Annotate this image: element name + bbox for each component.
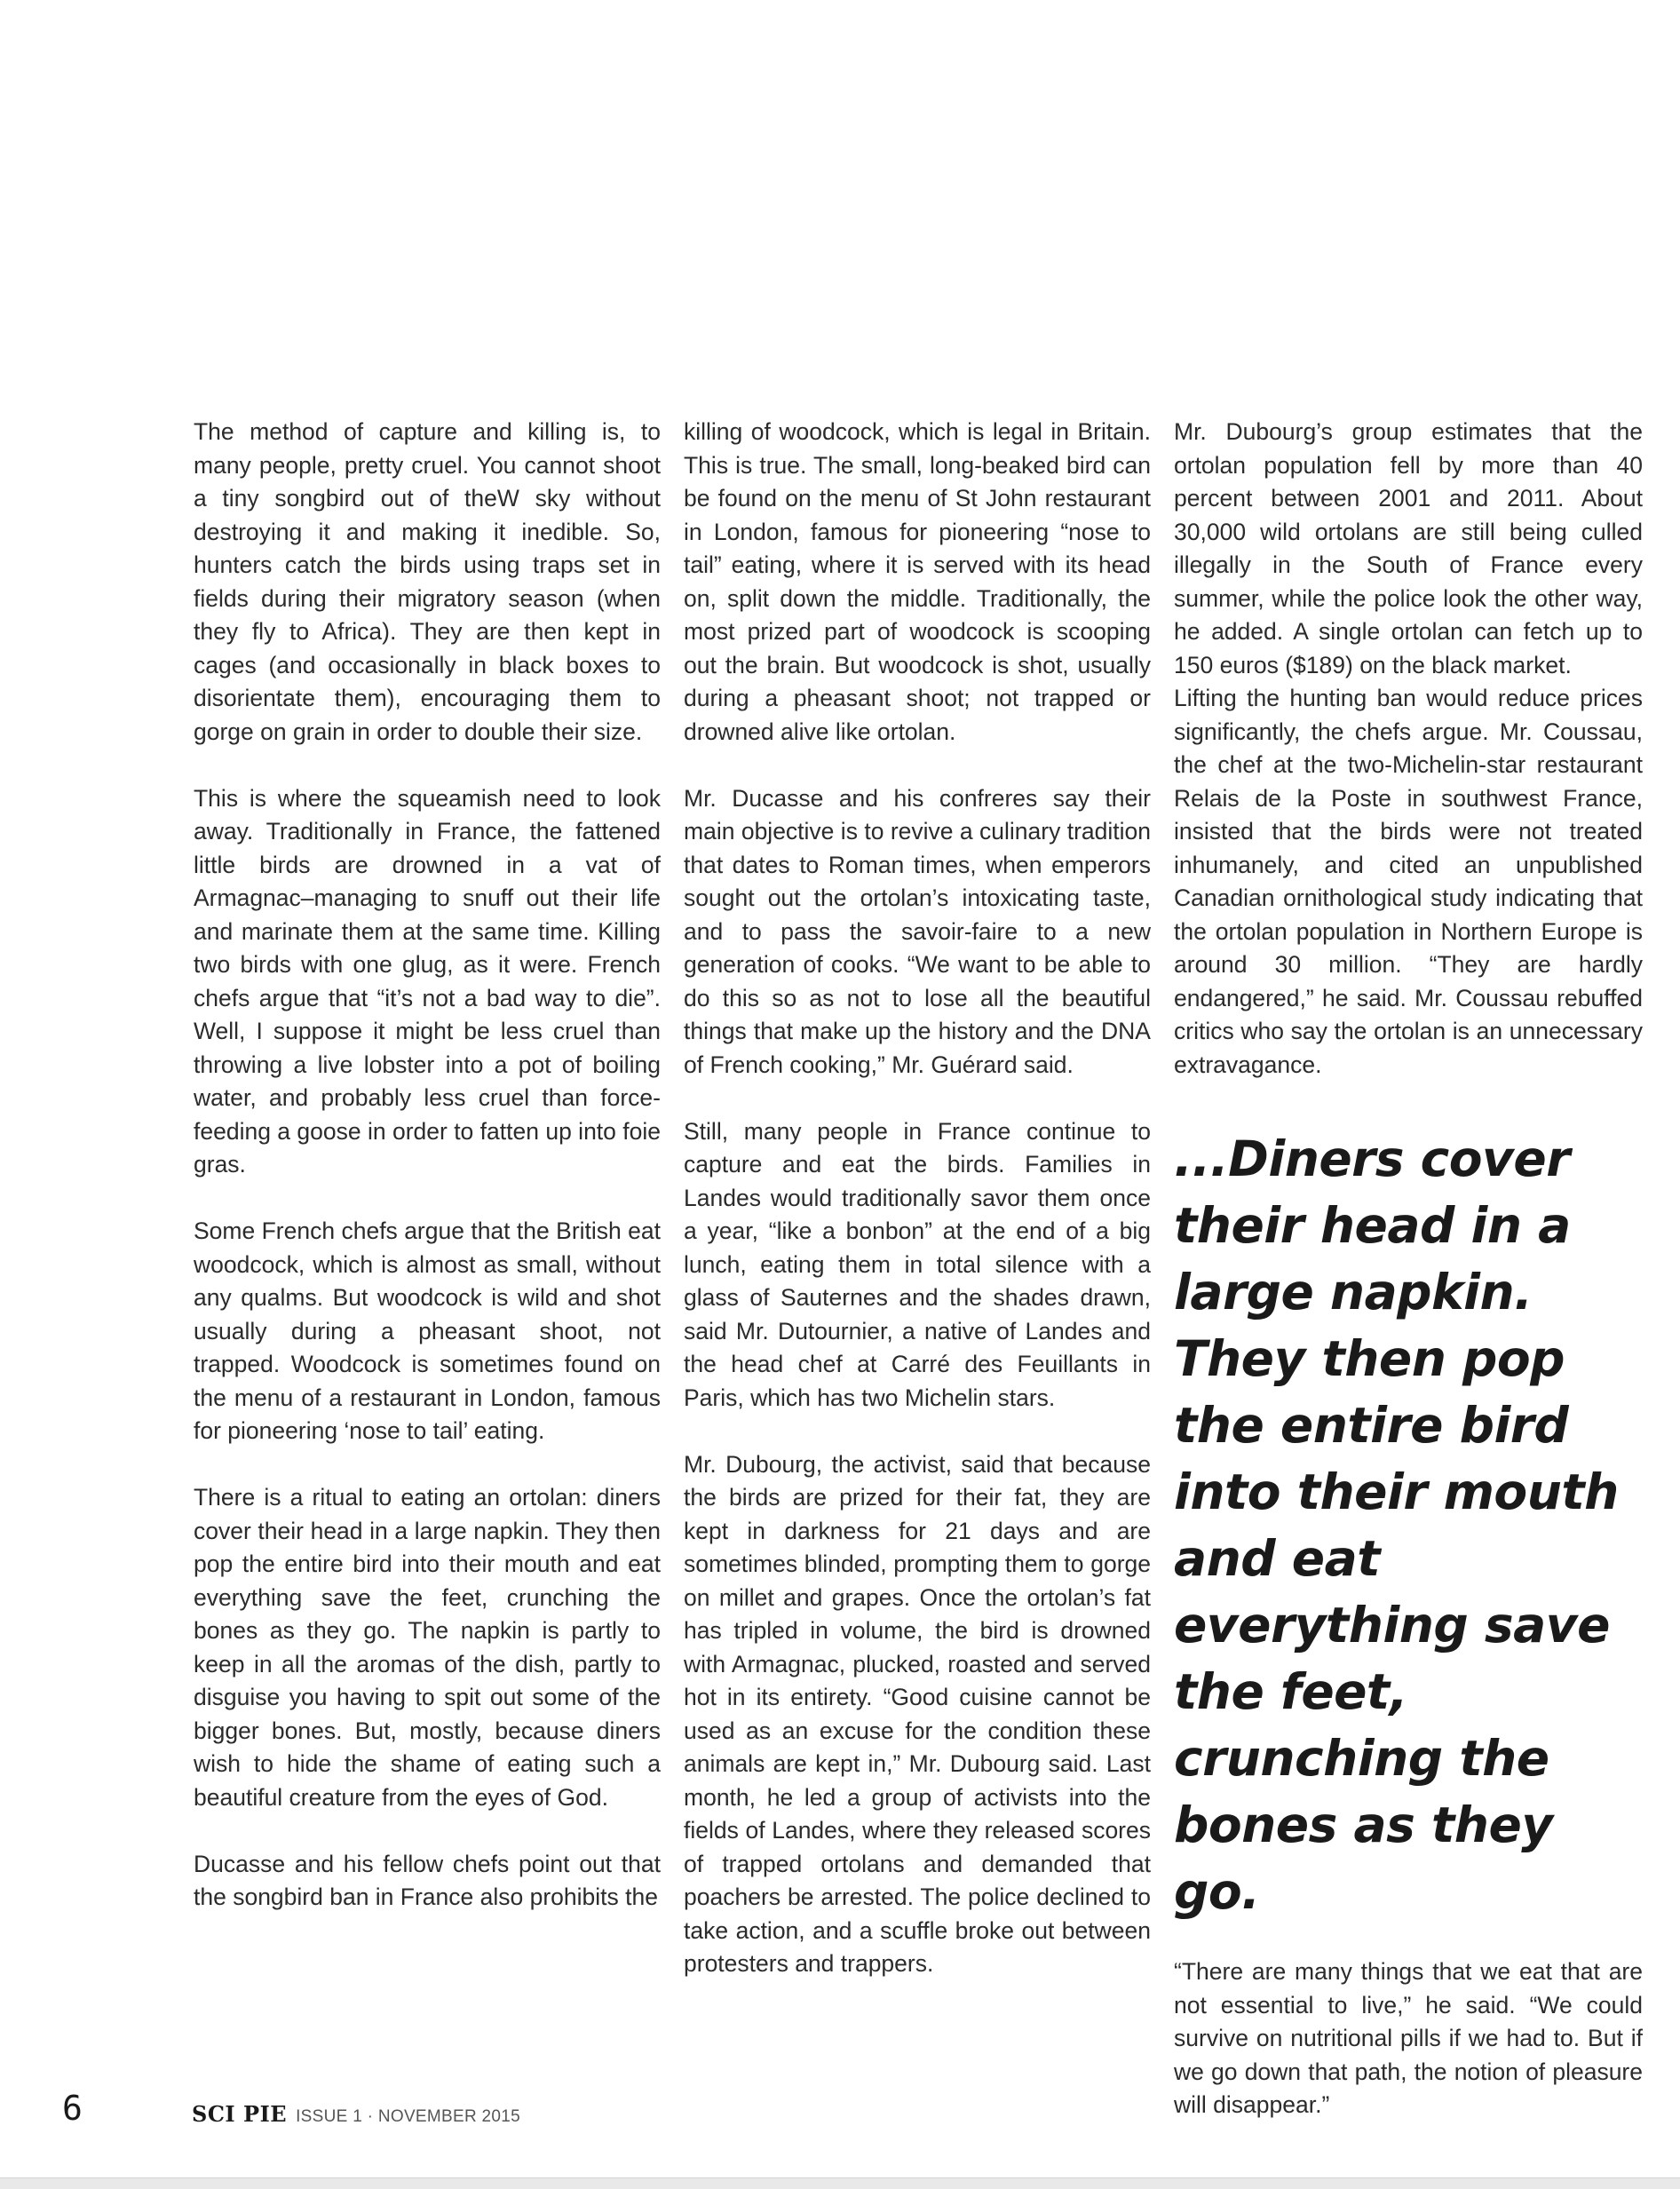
article-paragraph: Some French chefs argue that the British eat woodcock, which is almost as small, without any qualms. But woodcock is wild and shot usually during a pheasant shoot, not trapped. Woodcock is sometimes found on the menu of a restaurant in London, famous for pioneering ‘nose to tail’ eating. — [194, 1217, 661, 1444]
article-column-right — [1174, 416, 1643, 2122]
pull-quote: ...Diners cover their head in a large napkin. They then pop the entire bird into their mouth and eat everything save the feet, crunching the bones as they go. — [1174, 1130, 1619, 1920]
issue-info: ISSUE 1 · NOVEMBER 2015 — [296, 2107, 521, 2126]
article-paragraph: There is a ritual to eating an ortolan: diners cover their head in a large napkin. They then pop the entire bird into their mouth and eat everything save the feet, crunching the bones as they go. The napkin is partly to keep in all the aromas of the dish, partly to disguise you having to spit out some of the bigger bones. But, mostly, because diners wish to hide the shame of eating such a beautiful creature from the eyes of God. — [194, 1484, 661, 1811]
article-paragraph: Still, many people in France continue to capture and eat the birds. Families in Landes would traditionally savor them once a year, “like a bonbon” at the end of a big lunch, eating them in total silence with a glass of Sauternes and the shades drawn, said Mr. Dutournier, a native of Landes and the head chef at Carré des Feuillants in Paris, which has two Michelin stars. — [684, 1117, 1151, 1411]
article-paragraph-closing: “There are many things that we eat that are not essential to live,” he said. “We could survive on nutritional pills if we had to. But if we go down that path, the notion of pleasure will disappear.” — [1174, 1958, 1643, 2118]
article-column-middle — [684, 416, 1151, 1981]
article-paragraph: Ducasse and his fellow chefs point out that the songbird ban in France also prohibits the — [194, 1850, 661, 1910]
article-paragraph: Mr. Dubourg, the activist, said that because the birds are prized for their fat, they are kept in darkness for 21 days and are sometimes blinded, prompting them to gorge on millet and grapes. Once the ortolan’s fat has tripled in volume, the bird is drowned with Armagnac, plucked, roasted and served hot in its entirety. “Good cuisine cannot be used as an excuse for the condition these animals are kept in,” Mr. Dubourg said. Last month, he led a group of activists into the fields of Landes, where they released scores of trapped ortolans and demanded that poachers be arrested. The police declined to take action, and a scuffle broke out between protesters and trappers. — [684, 1450, 1151, 1977]
article-paragraph: The method of capture and killing is, to many people, pretty cruel. You cannot shoot a tiny songbird out of theW sky without destroying it and making it inedible. So, hunters catch the birds using traps set in fields during their migratory season (when they fly to Africa). They are then kept in cages (and occasionally in black boxes to disorientate them), encouraging them to gorge on grain in order to double their size. — [194, 418, 661, 745]
article-paragraph: Mr. Ducasse and his confreres say their main objective is to revive a culinary tradition that dates to Roman times, when emperors sought out the ortolan’s intoxicating taste, and to pass the savoir-faire to a new generation of cooks. “We want to be able to do this so as not to lose all the beautiful things that make up the history and the DNA of French cooking,” Mr. Guérard said. — [684, 784, 1151, 1078]
page-bottom-edge — [0, 2177, 1680, 2189]
article-paragraph: Lifting the hunting ban would reduce prices significantly, the chefs argue. Mr. Coussau, the chef at the two-Michelin-star restaurant Relais de la Poste in southwest France, insisted that the birds were not treated inhumanely, and cited an unpublished Canadian ornithological study indicating that the ortolan population in Northern Europe is around 30 million. “They are hardly endangered,” he said. Mr. Coussau rebuffed critics who say the ortolan is an unnecessary extravagance. — [1174, 685, 1643, 1078]
article-column-left — [194, 416, 661, 1915]
page-number: 6 — [62, 2089, 83, 2128]
article-paragraph: This is where the squeamish need to look away. Traditionally in France, the fattened little birds are drowned in a vat of Armagnac–managing to snuff out their life and marinate them at the same time. Killing two birds with one glug, as it were. French chefs argue that “it’s not a bad way to die”. Well, I suppose it might be less cruel than throwing a live lobster into a pot of boiling water, and probably less cruel than force-feeding a goose in order to fatten up into foie gras. — [194, 784, 661, 1178]
footer-masthead — [192, 2101, 520, 2127]
article-paragraph: Mr. Dubourg’s group estimates that the ortolan population fell by more than 40 percent between 2001 and 2011. About 30,000 wild ortolans are still being culled illegally in the South of France every summer, while the police look the other way, he added. A single ortolan can fetch up to 150 euros ($189) on the black market. — [1174, 418, 1643, 678]
magazine-brand: SCI PIE — [192, 2101, 288, 2127]
article-paragraph: killing of woodcock, which is legal in Britain. This is true. The small, long-beaked bird can be found on the menu of St John restaurant in London, famous for pioneering “nose to tail” eating, where it is served with its head on, split down the middle. Traditionally, the most prized part of woodcock is scooping out the brain. But woodcock is shot, usually during a pheasant shoot; not trapped or drowned alive like ortolan. — [684, 418, 1151, 745]
